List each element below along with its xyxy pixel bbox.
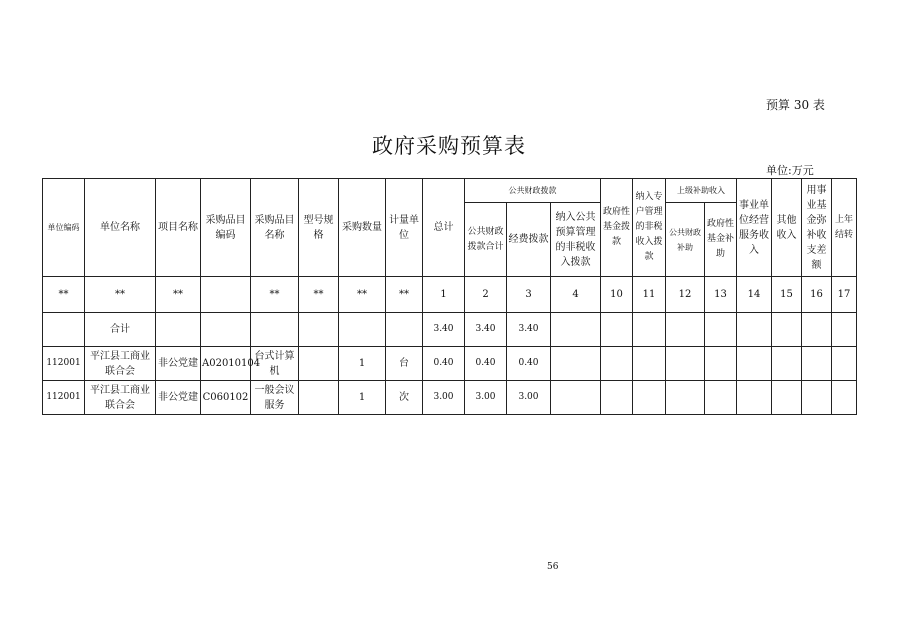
non-tax-cell: [551, 347, 601, 381]
gap-cell: [802, 313, 832, 347]
item-name-cell: [251, 313, 299, 347]
quantity-cell: 1: [339, 381, 386, 415]
header-unit-name: 单位名称: [85, 179, 156, 277]
header-item-code: 采购品目编码: [201, 179, 251, 277]
quantity-cell: [339, 313, 386, 347]
header-gov-fund-subsidy: 政府性基金补助: [705, 203, 737, 277]
business-cell: [737, 313, 772, 347]
funding-cell: 3.40: [507, 313, 551, 347]
header-funding: 经费拨款: [507, 203, 551, 277]
non-tax-cell: [551, 381, 601, 415]
pf-subsidy-cell: [666, 347, 705, 381]
gap-cell: [802, 381, 832, 415]
gov-fund-cell: [601, 381, 633, 415]
gf-subsidy-cell: [705, 313, 737, 347]
pf-subsidy-cell: [666, 313, 705, 347]
header-fund-gap: 用事业基金弥补收支差额: [802, 179, 832, 277]
unit-name-cell: 平江县工商业联合会: [85, 381, 156, 415]
funding-cell: 0.40: [507, 347, 551, 381]
pf-total-cell: 0.40: [465, 347, 507, 381]
code-cell: **: [251, 277, 299, 313]
header-project-name: 项目名称: [156, 179, 201, 277]
total-cell: 3.00: [423, 381, 465, 415]
business-cell: [737, 381, 772, 415]
procurement-budget-table: [42, 178, 857, 415]
code-cell: **: [299, 277, 339, 313]
total-cell: 0.40: [423, 347, 465, 381]
unit-label: 单位:万元: [766, 164, 814, 177]
unit-name-cell: 平江县工商业联合会: [85, 347, 156, 381]
other-cell: [772, 381, 802, 415]
item-code-cell: [201, 313, 251, 347]
special-cell: [633, 313, 666, 347]
header-special-non-tax: 纳入专户管理的非税收入拨款: [633, 179, 666, 277]
code-cell: 17: [832, 277, 857, 313]
carry-cell: [832, 313, 857, 347]
gov-fund-cell: [601, 347, 633, 381]
code-cell: **: [386, 277, 423, 313]
header-superior-subsidy: 上级补助收入: [666, 179, 737, 203]
table-row: [43, 347, 857, 381]
special-cell: [633, 347, 666, 381]
carry-cell: [832, 381, 857, 415]
code-cell: 10: [601, 277, 633, 313]
funding-cell: 3.00: [507, 381, 551, 415]
header-public-finance-total: 公共财政拨款合计: [465, 203, 507, 277]
project-cell: 非公党建: [156, 347, 201, 381]
pf-total-cell: 3.40: [465, 313, 507, 347]
code-cell: 12: [666, 277, 705, 313]
total-row: [43, 313, 857, 347]
code-cell: **: [43, 277, 85, 313]
code-cell: [201, 277, 251, 313]
project-cell: 非公党建: [156, 381, 201, 415]
header-unit-code: 单位编码: [43, 179, 85, 277]
model-cell: [299, 347, 339, 381]
unit-code-cell: 112001: [43, 347, 85, 381]
header-non-tax: 纳入公共预算管理的非税收入拨款: [551, 203, 601, 277]
header-gov-fund: 政府性基金拨款: [601, 179, 633, 277]
code-cell: 14: [737, 277, 772, 313]
model-cell: [299, 313, 339, 347]
header-model: 型号规格: [299, 179, 339, 277]
header-public-finance: 公共财政拨款: [465, 179, 601, 203]
gov-fund-cell: [601, 313, 633, 347]
item-code-cell: A02010104: [201, 347, 251, 381]
page-title: 政府采购预算表: [372, 134, 526, 158]
code-cell: 3: [507, 277, 551, 313]
measure-unit-cell: [386, 313, 423, 347]
code-row: [43, 277, 857, 313]
code-cell: 2: [465, 277, 507, 313]
item-name-cell: 一般会议服务: [251, 381, 299, 415]
code-cell: **: [85, 277, 156, 313]
pf-total-cell: 3.00: [465, 381, 507, 415]
code-cell: **: [156, 277, 201, 313]
header-public-finance-subsidy: 公共财政补助: [666, 203, 705, 277]
other-cell: [772, 313, 802, 347]
item-code-cell: C060102: [201, 381, 251, 415]
quantity-cell: 1: [339, 347, 386, 381]
unit-name-cell: 合计: [85, 313, 156, 347]
table-row: [43, 381, 857, 415]
header-carryover: 上年结转: [832, 179, 857, 277]
project-cell: [156, 313, 201, 347]
item-name-cell: 台式计算机: [251, 347, 299, 381]
header-quantity: 采购数量: [339, 179, 386, 277]
code-cell: **: [339, 277, 386, 313]
code-cell: 1: [423, 277, 465, 313]
special-cell: [633, 381, 666, 415]
gap-cell: [802, 347, 832, 381]
header-business-income: 事业单位经营服务收入: [737, 179, 772, 277]
code-cell: 15: [772, 277, 802, 313]
header-total: 总计: [423, 179, 465, 277]
unit-code-cell: 112001: [43, 381, 85, 415]
header-measure-unit: 计量单位: [386, 179, 423, 277]
other-cell: [772, 347, 802, 381]
code-cell: 13: [705, 277, 737, 313]
measure-unit-cell: 次: [386, 381, 423, 415]
code-cell: 4: [551, 277, 601, 313]
header-item-name: 采购品目名称: [251, 179, 299, 277]
business-cell: [737, 347, 772, 381]
non-tax-cell: [551, 313, 601, 347]
gf-subsidy-cell: [705, 347, 737, 381]
total-cell: 3.40: [423, 313, 465, 347]
code-cell: 11: [633, 277, 666, 313]
page-number: 56: [547, 562, 559, 572]
measure-unit-cell: 台: [386, 347, 423, 381]
unit-code-cell: [43, 313, 85, 347]
code-cell: 16: [802, 277, 832, 313]
table-number: 预算 30 表: [766, 98, 825, 112]
pf-subsidy-cell: [666, 381, 705, 415]
gf-subsidy-cell: [705, 381, 737, 415]
header-other-income: 其他收入: [772, 179, 802, 277]
model-cell: [299, 381, 339, 415]
carry-cell: [832, 347, 857, 381]
